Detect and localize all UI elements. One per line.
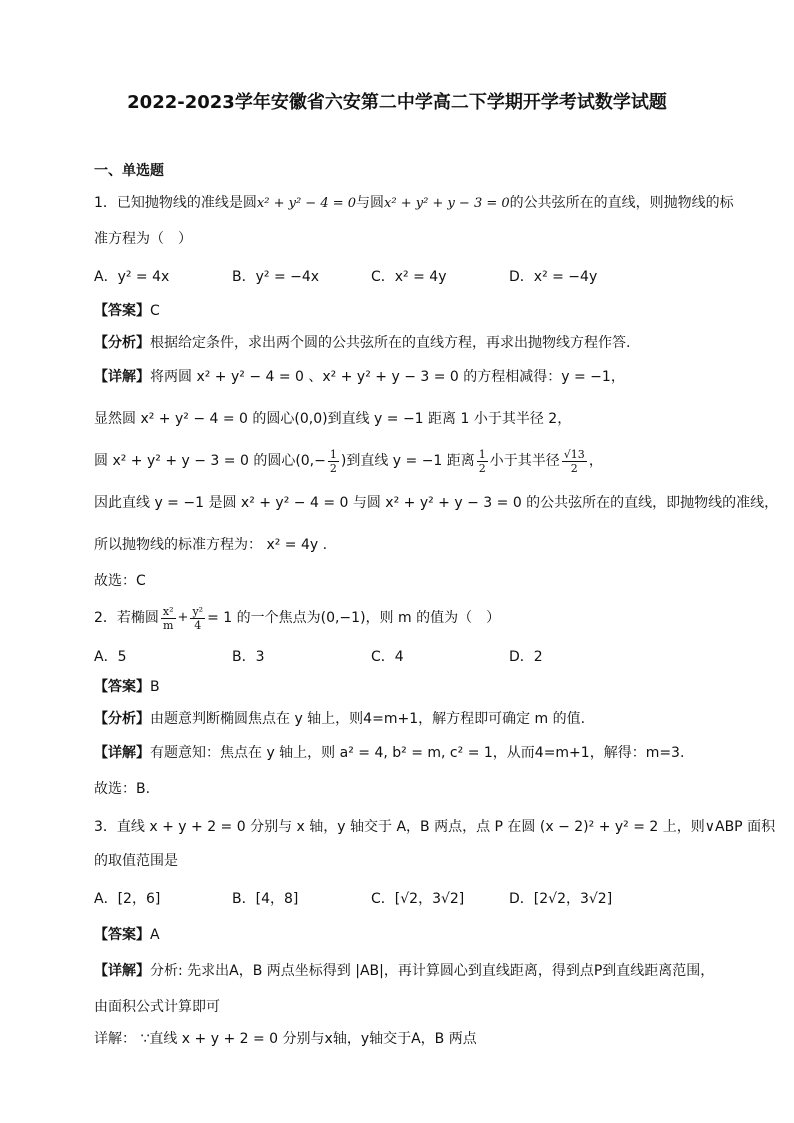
- q1-answer: [94, 302, 160, 320]
- q1-detail-3c: 小于其半径: [489, 453, 560, 469]
- q2-frac2-num: y²: [192, 604, 204, 618]
- q1-option-a: A．y² = 4x: [94, 269, 170, 285]
- q2-frac2-den: 4: [194, 618, 202, 632]
- q2-answer: [94, 678, 160, 696]
- q1-detail-3a: 圆 x² + y² + y − 3 = 0 的圆心(0,−: [94, 453, 326, 469]
- q1-radius-fraction: [562, 448, 587, 475]
- section-heading: 一、单选题: [94, 163, 164, 179]
- q1-detail-line-5: 所以抛物线的标准方程为： x² = 4y .: [94, 537, 328, 553]
- q3-option-c: C．[√2，3√2]: [371, 891, 465, 907]
- q1-detail-text-1: 将两圆 x² + y² − 4 = 0 、x² + y² + y − 3 = 0 的方程相减得：y = −1，: [150, 369, 625, 385]
- q1-detail-line-4: 因此直线 y = −1 是圆 x² + y² − 4 = 0 与圆 x² + y² + y − 3 = 0 的公共弦所在的直线，即抛物线的准线，: [94, 495, 779, 511]
- q1-radius-den: 2: [570, 461, 578, 475]
- q1-equation-2: x² + y² + y − 3 = 0: [384, 196, 510, 211]
- q1-half-fraction: [328, 448, 339, 475]
- q3-detail-tag: 【详解】: [94, 963, 150, 979]
- q2-detail-tag: 【详解】: [94, 745, 150, 761]
- q3-answer-value: A: [150, 927, 160, 943]
- q2-fraction-2: [190, 605, 205, 632]
- q2-option-c: C．4: [371, 649, 404, 665]
- q2-detail: [94, 744, 684, 762]
- q2-analysis: [94, 710, 585, 728]
- q1-distance-den: 2: [478, 461, 486, 475]
- q2-answer-tag: 【答案】: [94, 679, 150, 695]
- q1-option-b: B．y² = −4x: [232, 269, 320, 285]
- q1-analysis-text: 根据给定条件，求出两个圆的公共弦所在的直线方程，再求出抛物线方程作答.: [150, 335, 631, 351]
- q1-detail-line-3: 圆 x² + y² + y − 3 = 0 的圆心(0,− $\frac{1}{2}$ )到直线 y = −1 距离 $\frac{1}{2}$ 小于其半径 $\frac{√13}{2}$ ，: [94, 447, 603, 475]
- q1-option-c: C．x² = 4y: [371, 269, 447, 285]
- q3-answer: [94, 926, 160, 944]
- page-title: 2022-2023学年安徽省六安第二中学高二下学期开学考试数学试题: [127, 92, 667, 113]
- q2-option-d: D．2: [509, 649, 543, 665]
- q1-distance-fraction: [477, 448, 488, 475]
- q1-analysis: [94, 334, 630, 352]
- q3-detail-line-3: 详解： ∵直线 x + y + 2 = 0 分别与x轴，y轴交于A，B 两点: [94, 1031, 477, 1047]
- q1-radius-num: √13: [563, 447, 585, 461]
- q1-stem-a: 1．已知抛物线的准线是圆: [94, 195, 257, 211]
- q1-equation-1: x² + y² − 4 = 0: [256, 196, 357, 211]
- q1-half-num: 1: [329, 447, 337, 461]
- q1-analysis-tag: 【分析】: [94, 335, 150, 351]
- q1-detail-line-2: 显然圆 x² + y² − 4 = 0 的圆心(0,0)到直线 y = −1 距离 1 小于其半径 2，: [94, 411, 572, 427]
- q2-choose: 故选：B.: [94, 781, 151, 797]
- q1-answer-value: C: [150, 303, 160, 319]
- q3-option-d: D．[2√2，3√2]: [509, 891, 613, 907]
- q2-stem-a: 2．若椭圆: [94, 610, 159, 626]
- q3-option-b: B．[4，8]: [232, 891, 299, 907]
- q2-stem: 2．若椭圆 $\frac{\text{x²}}{m}$ + $\frac{\text{y²}}{4}$ = 1 的一个焦点为(0,−1)，则 m 的值为（ ）: [94, 604, 501, 632]
- q2-fraction-1: [161, 605, 176, 632]
- q1-half-den: 2: [329, 461, 337, 475]
- q1-detail-tag: 【详解】: [94, 369, 150, 385]
- q1-detail-3b: )到直线 y = −1 距离: [340, 453, 475, 469]
- q1-choose: 故选：C: [94, 573, 146, 589]
- q3-detail-line-2: 由面积公式计算即可: [94, 999, 220, 1015]
- q2-frac1-den: m: [163, 618, 174, 632]
- q3-option-a: A．[2，6]: [94, 891, 161, 907]
- q3-detail-text-1: 分析: 先求出A，B 两点坐标得到 |AB|，再计算圆心到直线距离，得到点P到直线距离范围，: [150, 963, 715, 979]
- q1-option-d: D．x² = −4y: [509, 269, 598, 285]
- q2-analysis-tag: 【分析】: [94, 711, 150, 727]
- q1-distance-num: 1: [478, 447, 486, 461]
- q2-option-b: B．3: [232, 649, 265, 665]
- q1-detail-line-1: [94, 368, 625, 386]
- q2-option-a: A．5: [94, 649, 127, 665]
- q3-answer-tag: 【答案】: [94, 927, 150, 943]
- q1-answer-tag: 【答案】: [94, 303, 150, 319]
- q1-stem-mid: 与圆: [356, 195, 385, 211]
- q2-frac1-num: x²: [162, 604, 174, 618]
- q3-stem-line-1: 3．直线 x + y + 2 = 0 分别与 x 轴，y 轴交于 A，B 两点，点 P 在圆 (x − 2)² + y² = 2 上，则∨ABP 面积: [94, 819, 776, 835]
- q3-stem-line-2: 的取值范围是: [94, 853, 178, 869]
- q2-detail-text: 有题意知：焦点在 y 轴上，则 a² = 4, b² = m, c² = 1，从而4=m+1，解得：m=3.: [150, 745, 685, 761]
- q1-stem-b: 的公共弦所在的直线，则抛物线的标: [509, 195, 734, 211]
- q2-stem-b: = 1 的一个焦点为(0,−1)，则 m 的值为（ ）: [207, 610, 501, 626]
- q1-stem-line-2: 准方程为（ ）: [94, 231, 192, 247]
- q3-detail-line-1: [94, 962, 714, 980]
- q2-answer-value: B: [150, 679, 160, 695]
- q1-stem-line-1: [94, 194, 734, 213]
- q2-analysis-text: 由题意判断椭圆焦点在 y 轴上，则4=m+1，解方程即可确定 m 的值.: [150, 711, 586, 727]
